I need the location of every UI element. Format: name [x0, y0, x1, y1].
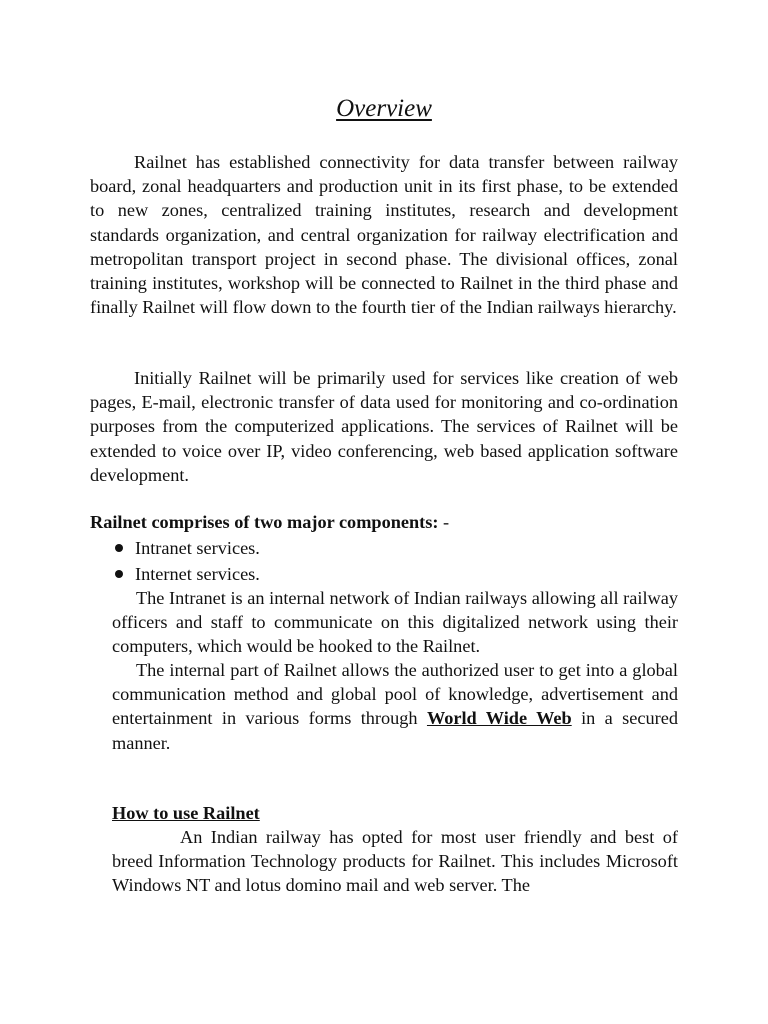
components-list	[112, 535, 260, 587]
internet-paragraph	[112, 658, 678, 755]
list-item	[112, 561, 260, 587]
services-paragraph: Initially Railnet will be primarily used for services like creation of web pages, E-mail, electronic transfer of data used for monitoring and co-ordination purposes from the computerized applications. The services of Railnet will be extended to voice over IP, video conferencing, web based application software development.	[90, 368, 678, 485]
intranet-paragraph: The Intranet is an internal network of Indian railways allowing all railway officers and staff to communicate on this digitalized network using their computers, which would be hooked to the Railnet.	[112, 588, 678, 657]
page-title: Overview	[336, 95, 432, 122]
world-wide-web-link[interactable]: World Wide Web	[426, 708, 572, 729]
bullet-icon	[115, 570, 123, 578]
bullet-icon	[115, 544, 123, 552]
internet-paragraph-text: The internal part of Railnet allows the authorized user to get into a global communication method and global pool of knowledge, advertisement and entertainment in various forms through	[112, 660, 678, 729]
components-heading-text: Railnet comprises of two major components:	[90, 512, 439, 532]
list-item	[112, 535, 260, 561]
list-item-text: Internet services.	[135, 564, 260, 584]
internet-paragraph-ending: in a secured manner.	[112, 708, 678, 753]
components-heading-suffix: -	[438, 512, 450, 532]
intro-paragraph: Railnet has established connectivity for data transfer between railway board, zonal headquarters and production unit in its first phase, to be extended to new zones, centralized training institutes, research and development standards organization, and central organization for railway electrification and metropolitan transport project in second phase. The divisional offices, zonal training institutes, workshop will be connected to Railnet in the third phase and finally Railnet will flow down to the fourth tier of the Indian railways hierarchy.	[90, 152, 678, 318]
how-to-paragraph: An Indian railway has opted for most user friendly and best of breed Information Technology products for Railnet. This includes Microsoft Windows NT and lotus domino mail and web server. The	[112, 827, 678, 896]
list-item-text: Intranet services.	[135, 538, 260, 558]
how-to-heading: How to use Railnet	[112, 803, 260, 823]
components-heading	[90, 510, 449, 534]
